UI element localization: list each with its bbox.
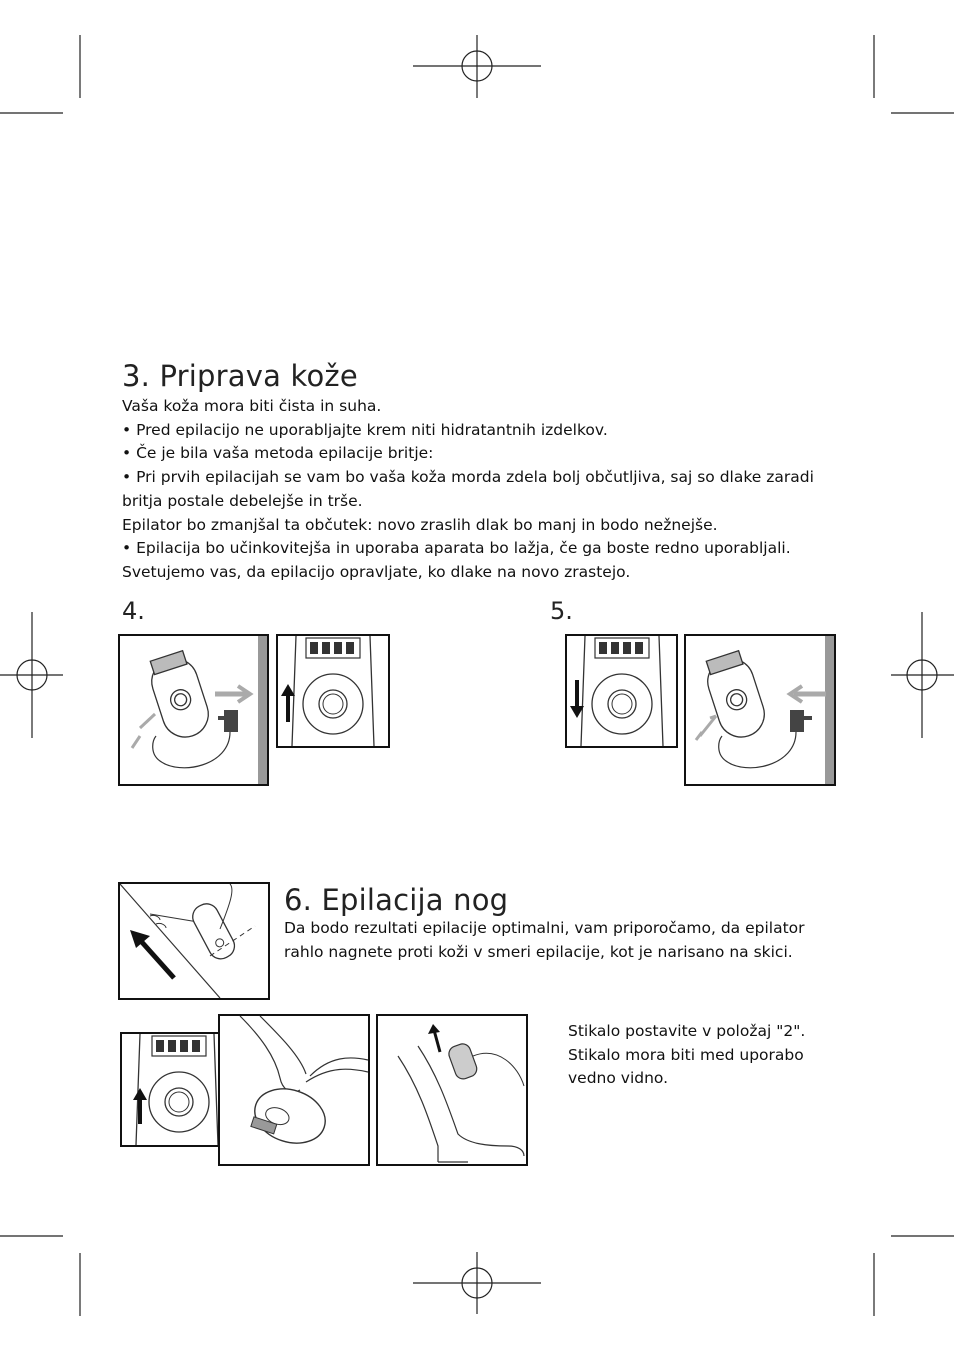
illustration-switch-down xyxy=(565,634,678,748)
section-6-body xyxy=(284,917,805,964)
illustration-switch-up xyxy=(276,634,390,748)
text-line: • Epilacija bo učinkovitejša in uporaba aparata bo lažja, če ga boste redno uporabljali. xyxy=(122,539,791,558)
text-line: • Pred epilacijo ne uporabljajte krem niti hidratantnih izdelkov. xyxy=(122,420,608,439)
illustration-leg-epilation xyxy=(376,1014,528,1166)
illustration-unplug xyxy=(684,634,836,786)
section-6-title: 6. Epilacija nog xyxy=(284,883,509,917)
text-line: • Če je bila vaša metoda epilacije britje: xyxy=(122,444,434,463)
section-3-body xyxy=(122,395,814,585)
section-3-title: 3. Priprava kože xyxy=(122,359,358,393)
switch-instructions xyxy=(568,1020,805,1091)
text-line: Epilator bo zmanjšal ta občutek: novo zraslih dlak bo manj in bodo nežnejše. xyxy=(122,515,718,534)
text-line: vedno vidno. xyxy=(568,1069,669,1088)
illustration-tilt-angle xyxy=(118,882,270,1000)
text-line: britja postale debelejše in trše. xyxy=(122,491,363,510)
text-line: Vaša koža mora biti čista in suha. xyxy=(122,397,382,415)
step-4-label: 4. xyxy=(122,597,145,625)
text-line: Svetujemo vas, da epilacijo opravljate, ko dlake na novo zrastejo. xyxy=(122,562,631,581)
illustration-plug-in xyxy=(118,634,269,786)
text-line: Da bodo rezultati epilacije optimalni, vam priporočamo, da epilator xyxy=(284,919,805,937)
illustration-hand-holding-epilator xyxy=(218,1014,370,1166)
text-line: • Pri prvih epilacijah se vam bo vaša koža morda zdela bolj občutljiva, saj so dlake zaradi xyxy=(122,468,814,487)
step-5-label: 5. xyxy=(550,597,573,625)
text-line: Stikalo postavite v položaj "2". xyxy=(568,1022,806,1040)
text-line: rahlo nagnete proti koži v smeri epilacije, kot je narisano na skici. xyxy=(284,942,793,961)
text-line: Stikalo mora biti med uporabo xyxy=(568,1045,804,1064)
